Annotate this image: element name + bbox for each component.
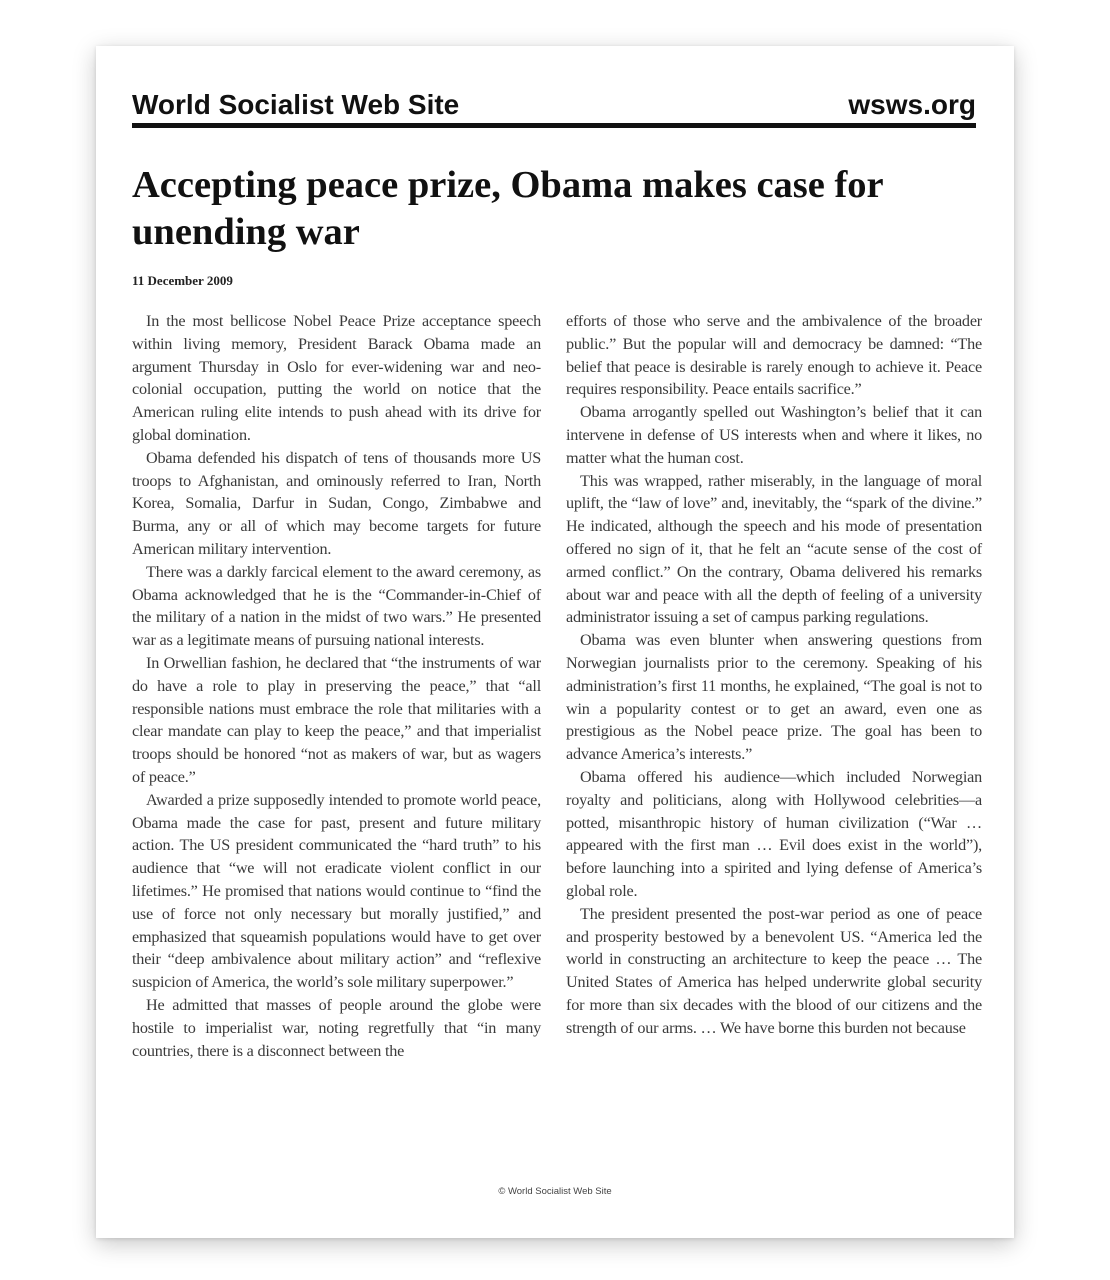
paragraph: He admitted that masses of people around the globe were hostile to imperialist war, noting regretfully that “in many countries, there is a disconnect between the	[132, 995, 541, 1060]
copyright-footer: © World Socialist Web Site	[498, 1186, 612, 1197]
paragraph: In the most bellicose Nobel Peace Prize acceptance speech within living memory, President Barack Obama made an argument Thursday in Oslo for ever-widening war and neo-colonial occupation, putting the world on notice that the American ruling elite intends to push ahead with its drive for global domination.	[132, 312, 541, 444]
paragraph: Awarded a prize supposedly intended to promote world peace, Obama made the case for past, present and future military action. The US president communicated the “hard truth” to his audience that “we will not eradicate violent conflict in our lifetimes.” He promised that nations would continue to “find the use of force not only necessary but morally justified,” and emphasized that squeamish populations would have to get over their “deep ambivalence about military action” and “reflexive suspicion of America, the world’s sole military superpower.”	[132, 790, 541, 992]
paragraph: This was wrapped, rather miserably, in the language of moral uplift, the “law of love” and, inevitably, the “spark of the divine.” He indicated, although the speech and his mode of presentation offered no sign of it, that he felt an “acute sense of the cost of armed conflict.” On the contrary, Obama delivered his remarks about war and peace with all the depth of feeling of a university administrator issuing a set of campus parking regulations.	[566, 471, 982, 627]
document-page	[96, 46, 1014, 1238]
masthead	[132, 84, 976, 120]
masthead-rule	[132, 123, 976, 128]
paragraph: Obama offered his audience—which included Norwegian royalty and politicians, along with Hollywood celebrities—a potted, misanthropic history of human civilization (“War … appeared with the first man … Evil does exist in the world”), before launching into a spirited and lying defense of America’s global role.	[566, 767, 982, 900]
site-name: World Socialist Web Site	[132, 89, 460, 120]
paragraph: Obama was even blunter when answering questions from Norwegian journalists prior to the ceremony. Speaking of his administration’s first 11 months, he explained, “The goal is not to win a popularity contest or to get an award, even one as prestigious as the Nobel peace prize. The goal has been to advance America’s interests.”	[566, 631, 982, 764]
article-date: 11 December 2009	[132, 273, 233, 288]
article-column-right	[566, 310, 982, 1040]
paragraph: Obama defended his dispatch of tens of thousands more US troops to Afghanistan, and ominously referred to Iran, North Korea, Somalia, Darfur in Sudan, Congo, Zimbabwe and Burma, any or all of which may become targets for future American military intervention.	[132, 448, 541, 558]
paragraph: The president presented the post-war period as one of peace and prosperity bestowed by a benevolent US. “America led the world in constructing an architecture to keep the peace … The United States of America has helped underwrite global security for more than six decades with the blood of our citizens and the strength of our arms. … We have borne this burden not because	[566, 904, 982, 1037]
article-column-left	[132, 310, 541, 1062]
paragraph: There was a darkly farcical element to the award ceremony, as Obama acknowledged that he is the “Commander-in-Chief of the military of a nation in the midst of two wars.” He presented war as a legitimate means of pursuing national interests.	[132, 562, 541, 650]
paragraph: In Orwellian fashion, he declared that “the instruments of war do have a role to play in preserving the peace,” that “all responsible nations must embrace the role that militaries with a clear mandate can play to keep the peace,” and that imperialist troops should be honored “not as makers of war, but as wagers of peace.”	[132, 653, 541, 786]
site-domain: wsws.org	[848, 89, 976, 120]
article-title: Accepting peace prize, Obama makes case for unending war	[132, 164, 883, 253]
paragraph-continued: efforts of those who serve and the ambivalence of the broader public.” But the popular will and democracy be damned: “The belief that peace is desirable is rarely enough to achieve it. Peace requires responsibility. Peace entails sacrifice.”	[566, 312, 982, 399]
paragraph: Obama arrogantly spelled out Washington’s belief that it can intervene in defense of US interests when and where it likes, no matter what the human cost.	[566, 403, 982, 467]
